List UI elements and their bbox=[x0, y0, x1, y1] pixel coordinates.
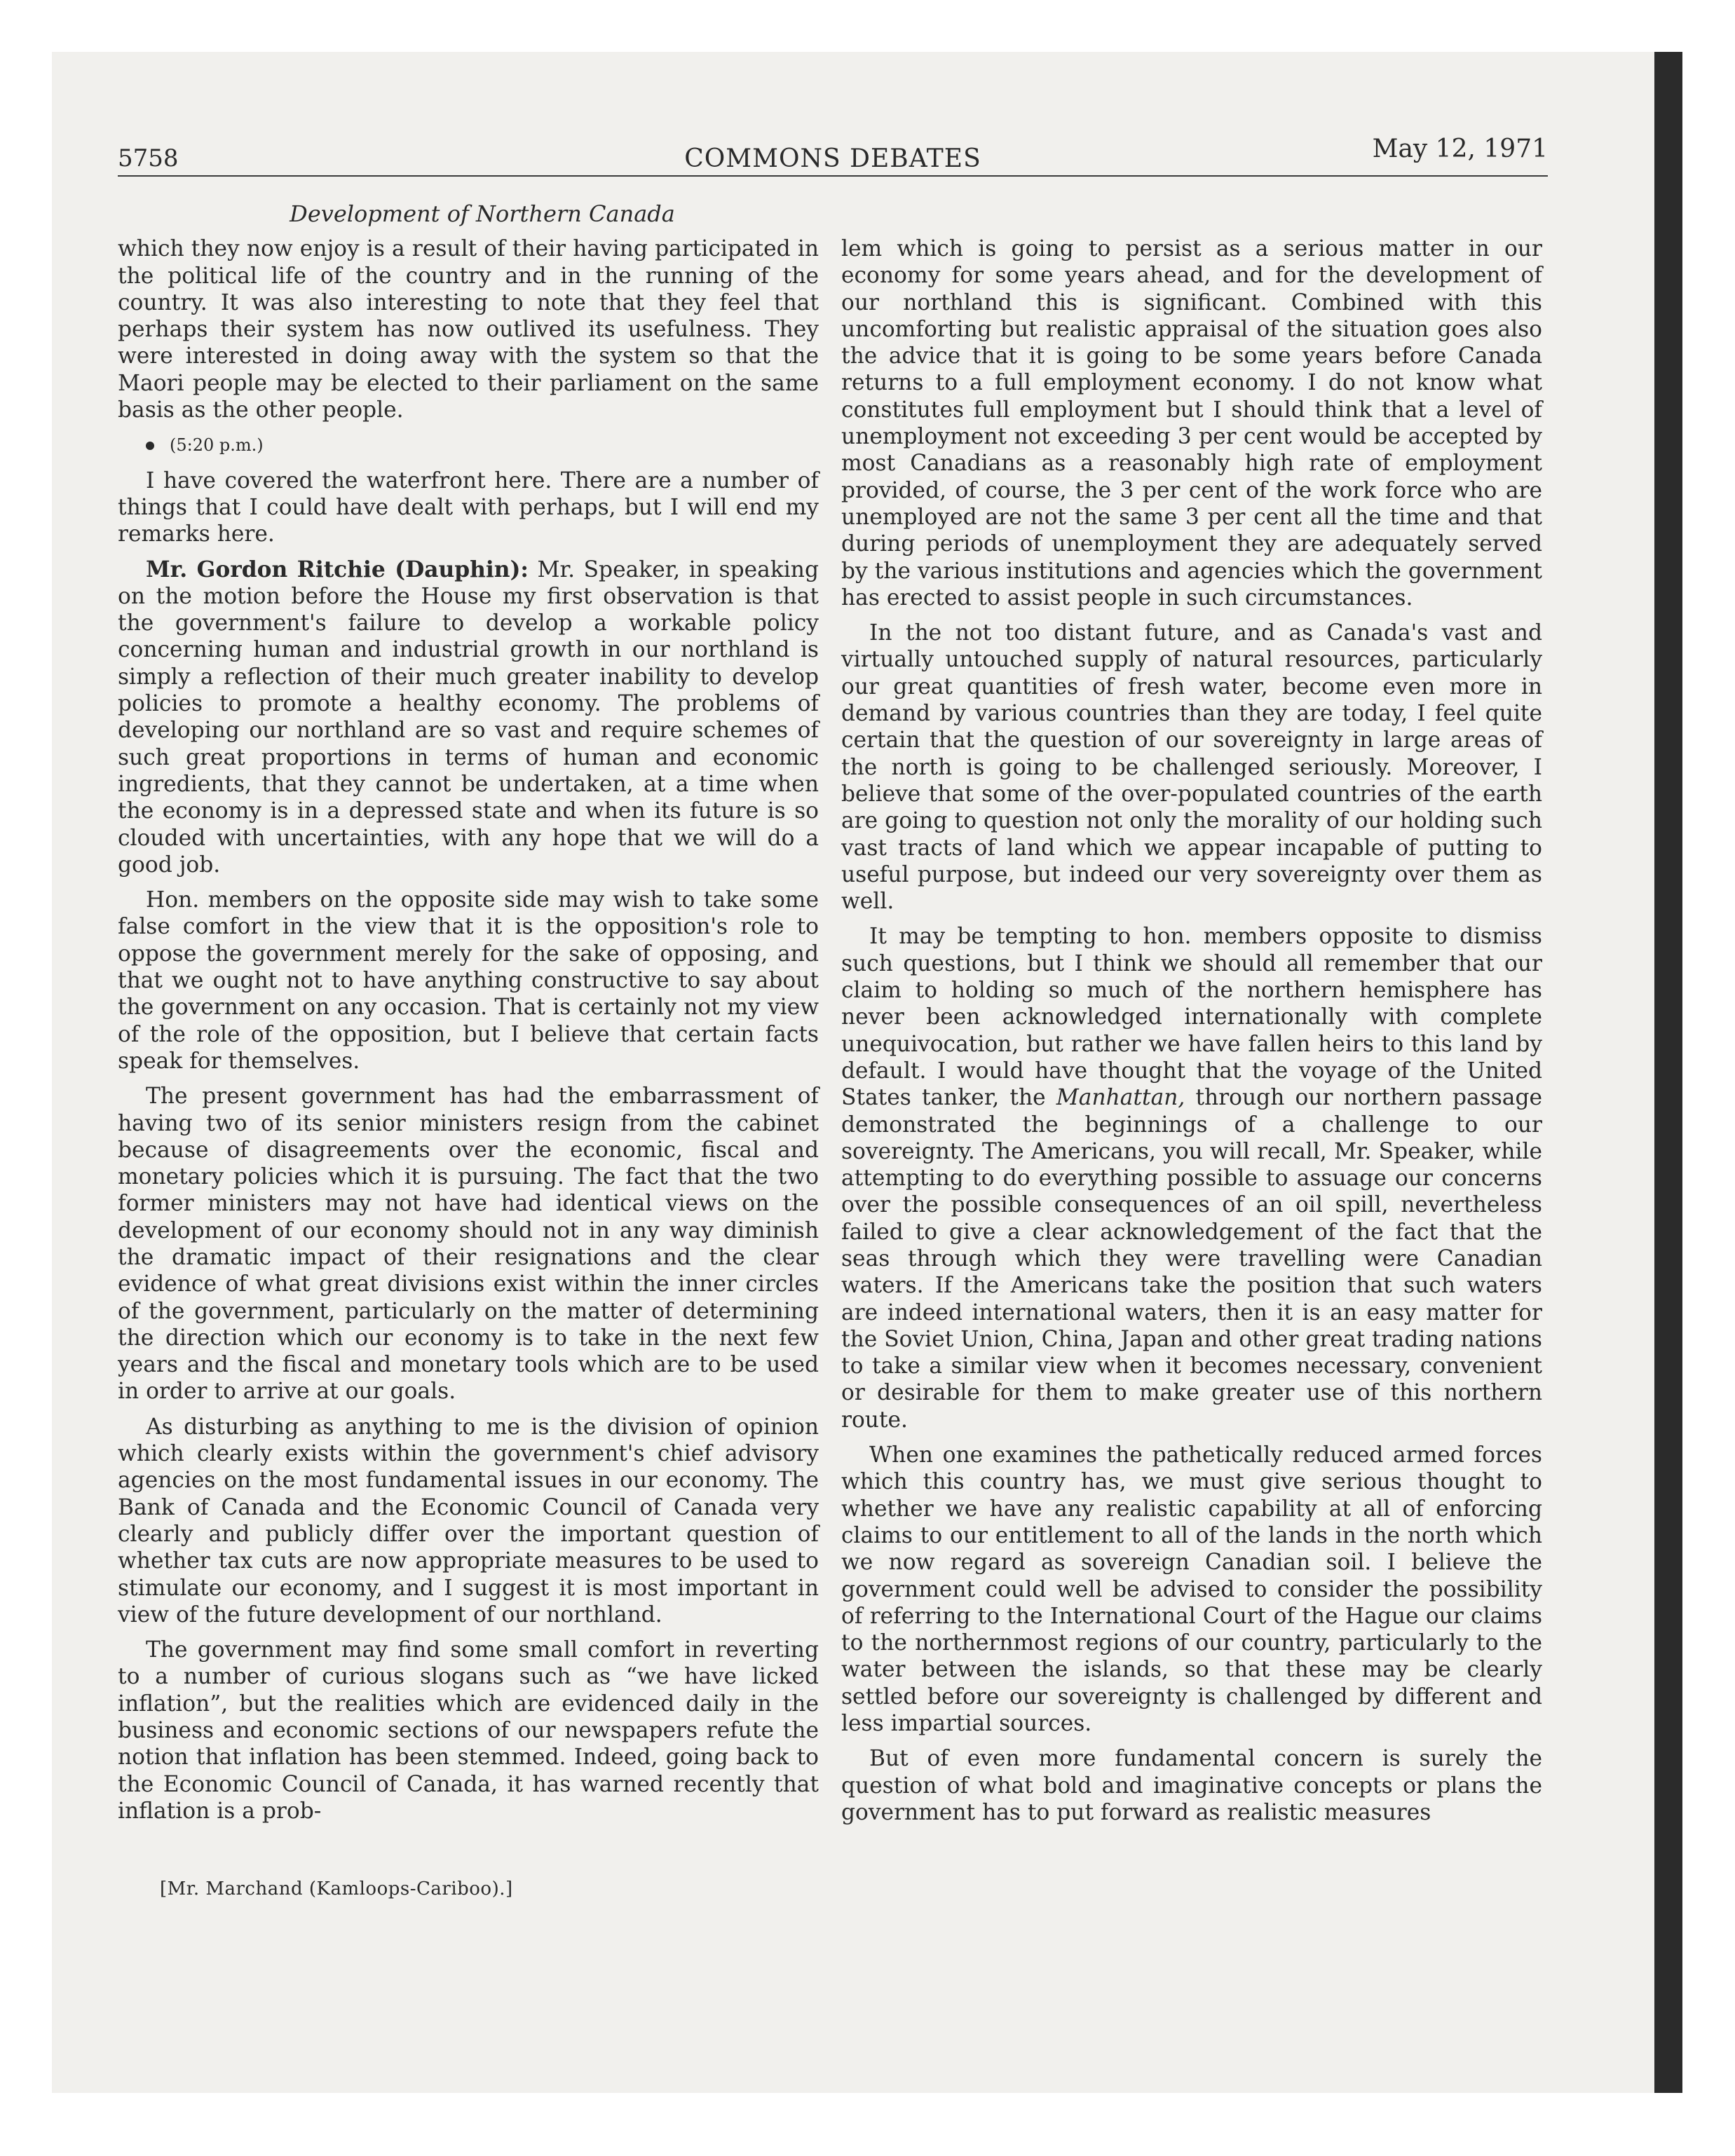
right-column bbox=[841, 236, 1542, 1834]
journal-title: COMMONS DEBATES bbox=[684, 144, 981, 173]
paragraph: The present government has had the embarrassment of having two of its senior ministers resign from the cabinet because of disagreements over the economic, fiscal and monetary policies which it is pursuing. The fact that the two former ministers may not have had identical views on the development of our economy should not in any way diminish the dramatic impact of their resignations and the clear evidence of what great divisions exist within the inner circles of the government, particularly on the matter of determining the direction which our economy is to take in the next few years and the fiscal and monetary tools which are to be used in order to arrive at our goals. bbox=[118, 1084, 819, 1405]
paragraph: I have covered the waterfront here. There are a number of things that I could have dealt with perhaps, but I will end my remarks here. bbox=[118, 468, 819, 547]
paragraph bbox=[118, 557, 819, 879]
speaker-name: Mr. Gordon Ritchie (Dauphin): bbox=[146, 557, 529, 582]
page-header bbox=[118, 135, 1548, 177]
paragraph: When one examines the pathetically reduced armed forces which this country has, we must give serious thought to whether we have any realistic capability at all of enforcing claims to our entitlement to all of the lands in the north which we now regard as sovereign Canadian soil. I believe the government could well be advised to consider the possibility of referring to the International Court of the Hague our claims to the northernmost regions of our country, particularly to the water between the islands, so that these may be clearly settled before our sovereignty is challenged by different and less impartial sources. bbox=[841, 1442, 1542, 1737]
time-marker bbox=[118, 432, 819, 458]
scan-edge-bar bbox=[1654, 52, 1682, 2093]
speech-text: It may be tempting to hon. members opposite to dismiss such questions, but I think we should all remember that our claim to holding so much of the northern hemisphere has never been acknowledged internationally with complete unequivocation, but rather we have fallen heirs to this land by default. I would have thought that the voyage of the United States tanker, the bbox=[841, 924, 1542, 1111]
speech-text: Mr. Speaker, in speaking on the motion before the House my first observation is that the government's failure to develop a workable policy concerning human and industrial growth in our northland is simply a reflection of their much greater inability to develop policies to promote a healthy economy. The problems of developing our northland are so vast and require schemes of such great proportions in terms of human and economic ingredients, that they cannot be undertaken, at a time when the economy is in a depressed state and when its future is so clouded with uncertainties, with any hope that we will do a good job. bbox=[118, 557, 819, 878]
paragraph: which they now enjoy is a result of their having participated in the political life of the country and in the running of the country. It was also interesting to note that they feel that perhaps their system has now outlived its usefulness. They were interested in doing away with the system so that the Maori people may be elected to their parliament on the same basis as the other people. bbox=[118, 236, 819, 423]
paragraph: But of even more fundamental concern is surely the question of what bold and imaginative concepts or plans the government has to put forward as realistic measures bbox=[841, 1746, 1542, 1825]
left-column bbox=[118, 200, 819, 1833]
bullet-icon bbox=[146, 442, 154, 450]
paragraph: In the not too distant future, and as Canada's vast and virtually untouched supply of natural resources, particularly our great quantities of fresh water, become even more in demand by various countries than they are today, I feel quite certain that the question of our sovereignty in large areas of the north is going to be challenged seriously. Moreover, I believe that some of the over-populated countries of the earth are going to question not only the morality of our holding such vast tracts of land which we appear incapable of putting to useful purpose, but indeed our very sovereignty over them as well. bbox=[841, 620, 1542, 915]
time-marker-text: (5:20 p.m.) bbox=[170, 435, 264, 456]
header-rule bbox=[118, 175, 1548, 177]
section-title: Development of Northern Canada bbox=[290, 200, 675, 227]
issue-date: May 12, 1971 bbox=[1372, 135, 1548, 163]
paragraph bbox=[841, 923, 1542, 1433]
speaker-footer-note: [Mr. Marchand (Kamloops-Cariboo).] bbox=[160, 1878, 513, 1899]
paragraph: Hon. members on the opposite side may wish to take some false comfort in the view that it is the opposition's role to oppose the government merely for the sake of opposing, and that we ought not to have anything constructive to say about the government on any occasion. That is certainly not my view of the role of the opposition, but I believe that certain facts speak for themselves. bbox=[118, 887, 819, 1074]
paragraph: The government may find some small comfort in reverting to a number of curious slogans such as “we have licked inflation”, but the realities which are evidenced daily in the business and economic sections of our newspapers refute the notion that inflation has been stemmed. Indeed, going back to the Economic Council of Canada, it has warned recently that inflation is a prob- bbox=[118, 1637, 819, 1824]
speech-text: through our northern passage demonstrated the beginnings of a challenge to our sovereignty. The Americans, you will recall, Mr. Speaker, while attempting to do everything possible to assuage our concerns over the possible consequences of an oil spill, nevertheless failed to give a clear acknowledgement of the fact that the seas through which they were travelling were Canadian waters. If the Americans take the position that such waters are indeed international waters, then it is an easy matter for the Soviet Union, China, Japan and other great trading nations to take a similar view when it becomes necessary, convenient or desirable for them to make greater use of this northern route. bbox=[841, 1085, 1542, 1433]
page-number: 5758 bbox=[118, 144, 179, 172]
paragraph: lem which is going to persist as a serious matter in our economy for some years ahead, and for the development of our northland this is significant. Combined with this uncomforting but realistic appraisal of the situation goes also the advice that it is going to be some years before Canada returns to a full employment economy. I do not know what constitutes full employment but I should think that a level of unemployment not exceeding 3 per cent would be accepted by most Canadians as a reasonably high rate of employment provided, of course, the 3 per cent of the work force who are unemployed are not the same 3 per cent all the time and that during periods of unemployment they are adequately served by the various institutions and agencies which the government has erected to assist people in such circumstances. bbox=[841, 236, 1542, 610]
paragraph: As disturbing as anything to me is the division of opinion which clearly exists within the government's chief advisory agencies on the most fundamental issues in our economy. The Bank of Canada and the Economic Council of Canada very clearly and publicly differ over the important question of whether tax cuts are now appropriate measures to be used to stimulate our economy, and I suggest it is most important in view of the future development of our northland. bbox=[118, 1414, 819, 1628]
ship-name: Manhattan, bbox=[1056, 1085, 1185, 1111]
